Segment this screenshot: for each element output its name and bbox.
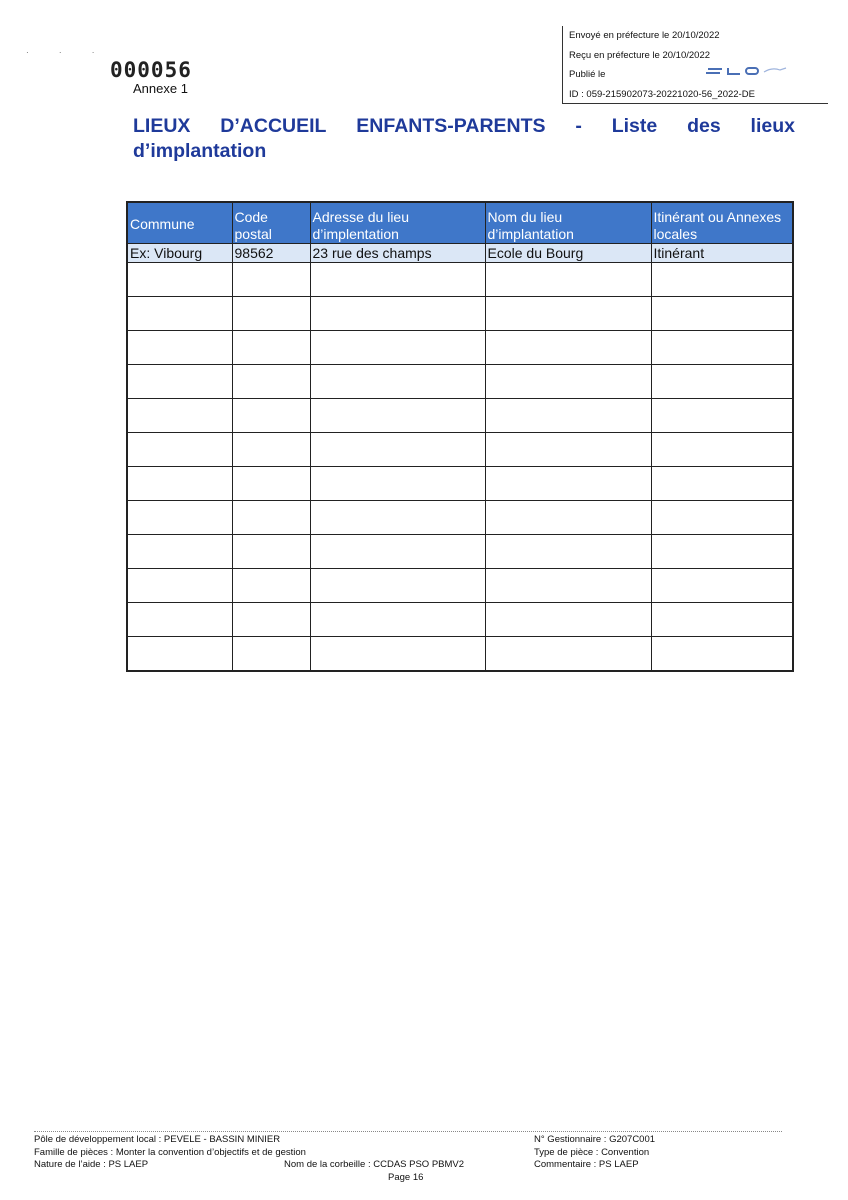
table-cell xyxy=(232,535,310,569)
table-cell xyxy=(485,501,651,535)
table-cell xyxy=(651,297,793,331)
table-row xyxy=(127,637,793,672)
table-header-row xyxy=(127,202,793,244)
table-cell xyxy=(485,603,651,637)
table-cell xyxy=(310,433,485,467)
table-row xyxy=(127,263,793,297)
table-cell xyxy=(127,467,232,501)
table-cell xyxy=(651,263,793,297)
table-cell xyxy=(485,263,651,297)
table-row xyxy=(127,365,793,399)
footer-corbeille: Nom de la corbeille : CCDAS PSO PBMV2 xyxy=(284,1159,465,1170)
title-word: D’ACCUEIL xyxy=(220,115,327,137)
header-itinerant: Itinérant ou Annexes locales xyxy=(651,202,793,244)
table-cell xyxy=(651,603,793,637)
table-cell xyxy=(127,535,232,569)
table-cell xyxy=(310,467,485,501)
table-cell xyxy=(232,569,310,603)
table-cell xyxy=(127,501,232,535)
footer-famille: Famille de pièces : Monter la convention d’objectifs et de gestion xyxy=(34,1146,306,1158)
table-row xyxy=(127,399,793,433)
table-cell xyxy=(651,433,793,467)
prefecture-stamp xyxy=(562,26,828,104)
stamp-id: ID : 059-215902073-20221020-56_2022-DE xyxy=(569,88,755,100)
table-cell xyxy=(232,501,310,535)
table-cell xyxy=(310,331,485,365)
table-row xyxy=(127,297,793,331)
table-cell xyxy=(127,433,232,467)
footer-nature: Nature de l’aide : PS LAEP xyxy=(34,1159,149,1170)
table-cell xyxy=(651,399,793,433)
table-cell xyxy=(485,637,651,672)
title-word: ENFANTS-PARENTS xyxy=(356,115,546,137)
table-cell xyxy=(651,467,793,501)
stamp-received: Reçu en préfecture le 20/10/2022 xyxy=(569,49,711,61)
table-cell xyxy=(651,637,793,672)
header-code-postal: Code postal xyxy=(232,202,310,244)
table-cell xyxy=(485,399,651,433)
document-number: 000056 xyxy=(110,58,192,82)
table-cell xyxy=(232,433,310,467)
table-cell xyxy=(310,263,485,297)
title-word: des xyxy=(687,115,721,137)
cell-adresse: 23 rue des champs xyxy=(310,244,485,263)
table-cell xyxy=(127,263,232,297)
stamp-published: Publié le xyxy=(569,69,606,80)
title-word: lieux xyxy=(750,115,795,137)
title-line-1 xyxy=(133,114,795,139)
table-cell xyxy=(485,297,651,331)
table-row xyxy=(127,467,793,501)
table-cell xyxy=(232,399,310,433)
table-cell xyxy=(232,637,310,672)
title-word: Liste xyxy=(611,115,658,137)
table-cell xyxy=(127,399,232,433)
table-row xyxy=(127,569,793,603)
cell-nom-lieu: Ecole du Bourg xyxy=(485,244,651,263)
table-cell xyxy=(232,331,310,365)
table-cell xyxy=(127,365,232,399)
table-cell xyxy=(485,467,651,501)
stamp-sent: Envoyé en préfecture le 20/10/2022 xyxy=(569,30,720,41)
table-row xyxy=(127,433,793,467)
slo-logo-icon xyxy=(706,66,788,76)
table-cell xyxy=(310,365,485,399)
table-row xyxy=(127,535,793,569)
header-nom-lieu: Nom du lieu d’implantation xyxy=(485,202,651,244)
table-cell xyxy=(485,569,651,603)
table-cell xyxy=(651,501,793,535)
title-word: LIEUX xyxy=(133,115,191,137)
table-cell xyxy=(127,331,232,365)
table-cell xyxy=(127,297,232,331)
table-cell xyxy=(651,535,793,569)
table-cell xyxy=(310,569,485,603)
footer-pole: Pôle de développement local : PEVELE - BASSIN MINIER xyxy=(34,1134,281,1145)
table-cell xyxy=(232,603,310,637)
table-cell xyxy=(232,297,310,331)
cell-itinerant: Itinérant xyxy=(651,244,793,263)
table-cell xyxy=(232,467,310,501)
table-cell xyxy=(232,365,310,399)
footer-type-piece: Type de pièce : Convention xyxy=(534,1146,650,1158)
scan-specks: · · · xyxy=(26,48,109,57)
title-line-2: d’implantation xyxy=(133,140,267,162)
table-cell xyxy=(485,331,651,365)
table-cell xyxy=(310,501,485,535)
table-row xyxy=(127,603,793,637)
footer-page-number: Page 16 xyxy=(388,1172,424,1183)
footer-gestionnaire: N° Gestionnaire : G207C001 xyxy=(534,1134,656,1145)
table-cell xyxy=(651,569,793,603)
table-cell xyxy=(310,399,485,433)
page-footer xyxy=(34,1131,782,1183)
table-cell xyxy=(310,535,485,569)
table-cell xyxy=(127,569,232,603)
header-adresse: Adresse du lieu d’implentation xyxy=(310,202,485,244)
table-row xyxy=(127,501,793,535)
page-title xyxy=(133,114,795,164)
table-cell xyxy=(485,365,651,399)
cell-commune: Ex: Vibourg xyxy=(127,244,232,263)
table-row-example xyxy=(127,244,793,263)
table-cell xyxy=(310,603,485,637)
table-cell xyxy=(310,297,485,331)
annexe-label: Annexe 1 xyxy=(133,81,188,96)
table-cell xyxy=(485,535,651,569)
table-cell xyxy=(127,637,232,672)
cell-code-postal: 98562 xyxy=(232,244,310,263)
header-commune: Commune xyxy=(127,202,232,244)
table-cell xyxy=(232,263,310,297)
table-cell xyxy=(651,365,793,399)
table-cell xyxy=(485,433,651,467)
title-word: - xyxy=(575,115,582,137)
table-cell xyxy=(651,331,793,365)
table-row xyxy=(127,331,793,365)
implantation-table xyxy=(126,201,794,672)
footer-commentaire: Commentaire : PS LAEP xyxy=(534,1159,639,1170)
table-cell xyxy=(310,637,485,672)
table-cell xyxy=(127,603,232,637)
